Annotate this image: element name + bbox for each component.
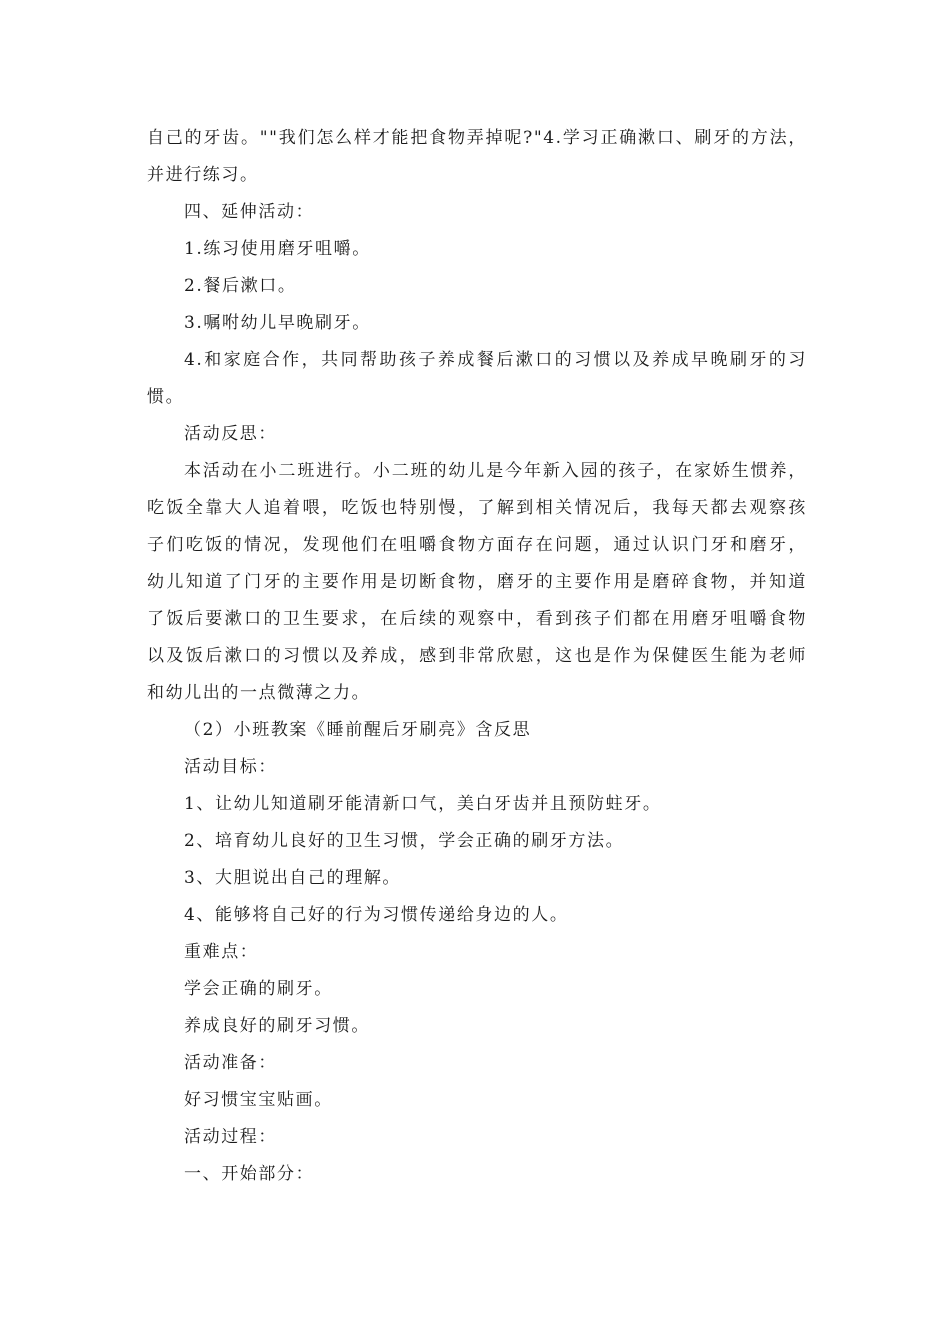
section-heading: 活动过程： <box>184 1127 277 1147</box>
lesson-title: （2）小班教案《睡前醒后牙刷亮》含反思 <box>184 720 532 740</box>
list-item: 1、让幼儿知道刷牙能清新口气，美白牙齿并且预防蛀牙。 <box>184 794 662 814</box>
list-item: 2.餐后漱口。 <box>184 276 297 296</box>
paragraph-line: 子们吃饭的情况，发现他们在咀嚼食物方面存在问题，通过认识门牙和磨牙， <box>147 535 807 555</box>
paragraph-line: 和幼儿出的一点微薄之力。 <box>147 683 371 703</box>
list-item: 3.嘱咐幼儿早晚刷牙。 <box>184 313 371 333</box>
paragraph-line: 本活动在小二班进行。小二班的幼儿是今年新入园的孩子，在家娇生惯养， <box>184 461 807 481</box>
list-item: 3、大胆说出自己的理解。 <box>184 868 402 888</box>
paragraph-line: 幼儿知道了门牙的主要作用是切断食物，磨牙的主要作用是磨碎食物，并知道 <box>147 572 807 592</box>
list-item: 4.和家庭合作，共同帮助孩子养成餐后漱口的习惯以及养成早晚刷牙的习 <box>184 350 807 370</box>
paragraph-line: 了饭后要漱口的卫生要求，在后续的观察中，看到孩子们都在用磨牙咀嚼食物 <box>147 609 807 629</box>
section-heading: 活动反思： <box>184 424 277 444</box>
section-heading: 重难点： <box>184 942 259 962</box>
paragraph-line: 并进行练习。 <box>147 165 259 185</box>
list-item: 1.练习使用磨牙咀嚼。 <box>184 239 371 259</box>
list-item: 4、能够将自己好的行为习惯传递给身边的人。 <box>184 905 569 925</box>
section-heading: 活动目标： <box>184 757 277 777</box>
paragraph-line: 好习惯宝宝贴画。 <box>184 1090 333 1110</box>
list-item: 2、培育幼儿良好的卫生习惯，学会正确的刷牙方法。 <box>184 831 625 851</box>
paragraph-line: 以及饭后漱口的习惯以及养成，感到非常欣慰，这也是作为保健医生能为老师 <box>147 646 807 666</box>
paragraph-line: 吃饭全靠大人追着喂，吃饭也特别慢，了解到相关情况后，我每天都去观察孩 <box>147 498 807 518</box>
section-heading: 一、开始部分： <box>184 1164 315 1184</box>
paragraph-line: 惯。 <box>147 387 185 407</box>
document-body <box>147 120 807 1193</box>
paragraph-line: 自己的牙齿。""我们怎么样才能把食物弄掉呢?"4.学习正确漱口、刷牙的方法， <box>147 128 807 148</box>
section-heading: 四、延伸活动： <box>184 202 315 222</box>
section-heading: 活动准备： <box>184 1053 277 1073</box>
paragraph-line: 学会正确的刷牙。 <box>184 979 333 999</box>
paragraph-line: 养成良好的刷牙习惯。 <box>184 1016 370 1036</box>
